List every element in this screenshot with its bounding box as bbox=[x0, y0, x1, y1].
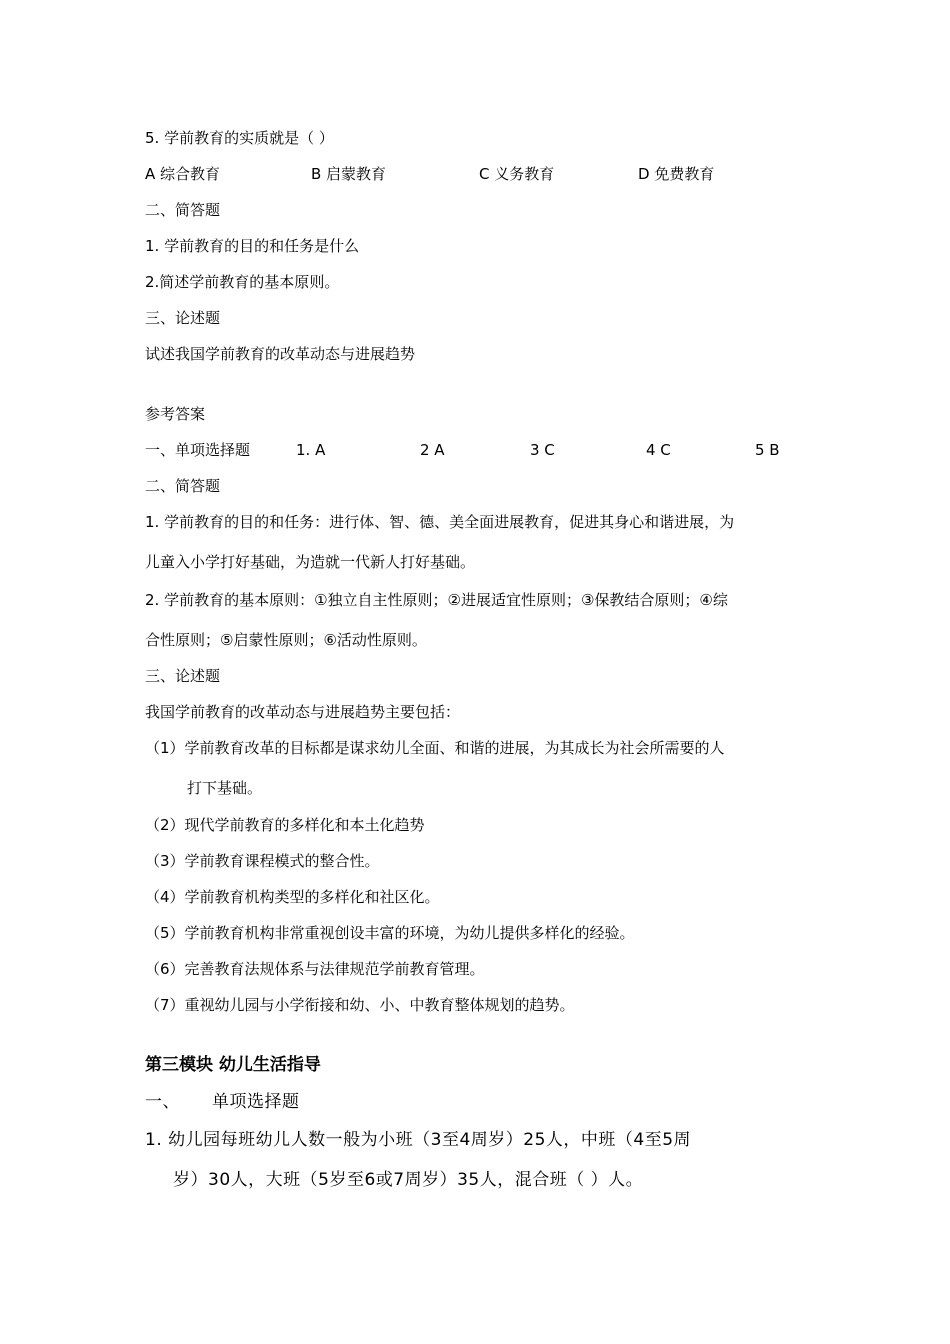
essay-item-3: （3）学前教育课程模式的整合性。 bbox=[145, 852, 380, 870]
essay-item-4: （4）学前教育机构类型的多样化和社区化。 bbox=[145, 888, 440, 906]
answer-sa1-line2: 儿童入小学打好基础，为造就一代新人打好基础。 bbox=[145, 553, 476, 571]
answers-essay-intro: 我国学前教育的改革动态与进展趋势主要包括： bbox=[145, 703, 461, 721]
essay-item-6: （6）完善教育法规体系与法律规范学前教育管理。 bbox=[145, 960, 485, 978]
answer-sa2-line2: 合性原则；⑤启蒙性原则；⑥活动性原则。 bbox=[145, 631, 427, 649]
answers-sa-title: 二、简答题 bbox=[145, 477, 221, 495]
option-b: B 启蒙教育 bbox=[311, 165, 387, 183]
option-a: A 综合教育 bbox=[145, 165, 221, 183]
answer-5: 5 B bbox=[755, 441, 780, 459]
short-answer-q1: 1. 学前教育的目的和任务是什么 bbox=[145, 237, 360, 255]
short-answer-q2: 2.简述学前教育的基本原则。 bbox=[145, 273, 340, 291]
module-3-q1-line1: 1. 幼儿园每班幼儿人数一般为小班（3至4周岁）25人，中班（4至5周 bbox=[145, 1130, 692, 1150]
option-c: C 义务教育 bbox=[479, 165, 555, 183]
essay-item-2: （2）现代学前教育的多样化和本土化趋势 bbox=[145, 816, 425, 834]
module-3-section-1-label: 单项选择题 bbox=[212, 1092, 300, 1112]
option-d: D 免费教育 bbox=[638, 165, 715, 183]
answer-sa1-line1: 1. 学前教育的目的和任务：进行体、智、德、美全面进展教育，促进其身心和谐进展，为 bbox=[145, 513, 735, 531]
answers-title: 参考答案 bbox=[145, 405, 206, 423]
section-2-title: 二、简答题 bbox=[145, 201, 221, 219]
module-3-section-1-num: 一、 bbox=[145, 1092, 180, 1112]
module-3-title: 第三模块 幼儿生活指导 bbox=[145, 1055, 321, 1075]
answers-single-choice-label: 一、单项选择题 bbox=[145, 441, 251, 459]
question-5-stem: 5. 学前教育的实质就是（ ） bbox=[145, 129, 334, 147]
essay-item-5: （5）学前教育机构非常重视创设丰富的环境，为幼儿提供多样化的经验。 bbox=[145, 924, 635, 942]
answer-sa2-line1: 2. 学前教育的基本原则：①独立自主性原则；②进展适宜性原则；③保教结合原则；④综 bbox=[145, 591, 728, 609]
section-3-title: 三、论述题 bbox=[145, 309, 221, 327]
answers-essay-title: 三、论述题 bbox=[145, 667, 221, 685]
module-3-q1-line2: 岁）30人，大班（5岁至6或7周岁）35人，混合班（ ）人。 bbox=[173, 1170, 644, 1190]
answer-1: 1. A bbox=[296, 441, 326, 459]
essay-item-1: （1）学前教育改革的目标都是谋求幼儿全面、和谐的进展，为其成长为社会所需要的人 bbox=[145, 739, 725, 757]
answer-2: 2 A bbox=[420, 441, 445, 459]
essay-item-1-cont: 打下基础。 bbox=[187, 779, 263, 797]
answer-3: 3 C bbox=[530, 441, 555, 459]
answer-4: 4 C bbox=[646, 441, 671, 459]
essay-item-7: （7）重视幼儿园与小学衔接和幼、小、中教育整体规划的趋势。 bbox=[145, 996, 575, 1014]
essay-question: 试述我国学前教育的改革动态与进展趋势 bbox=[145, 345, 416, 363]
